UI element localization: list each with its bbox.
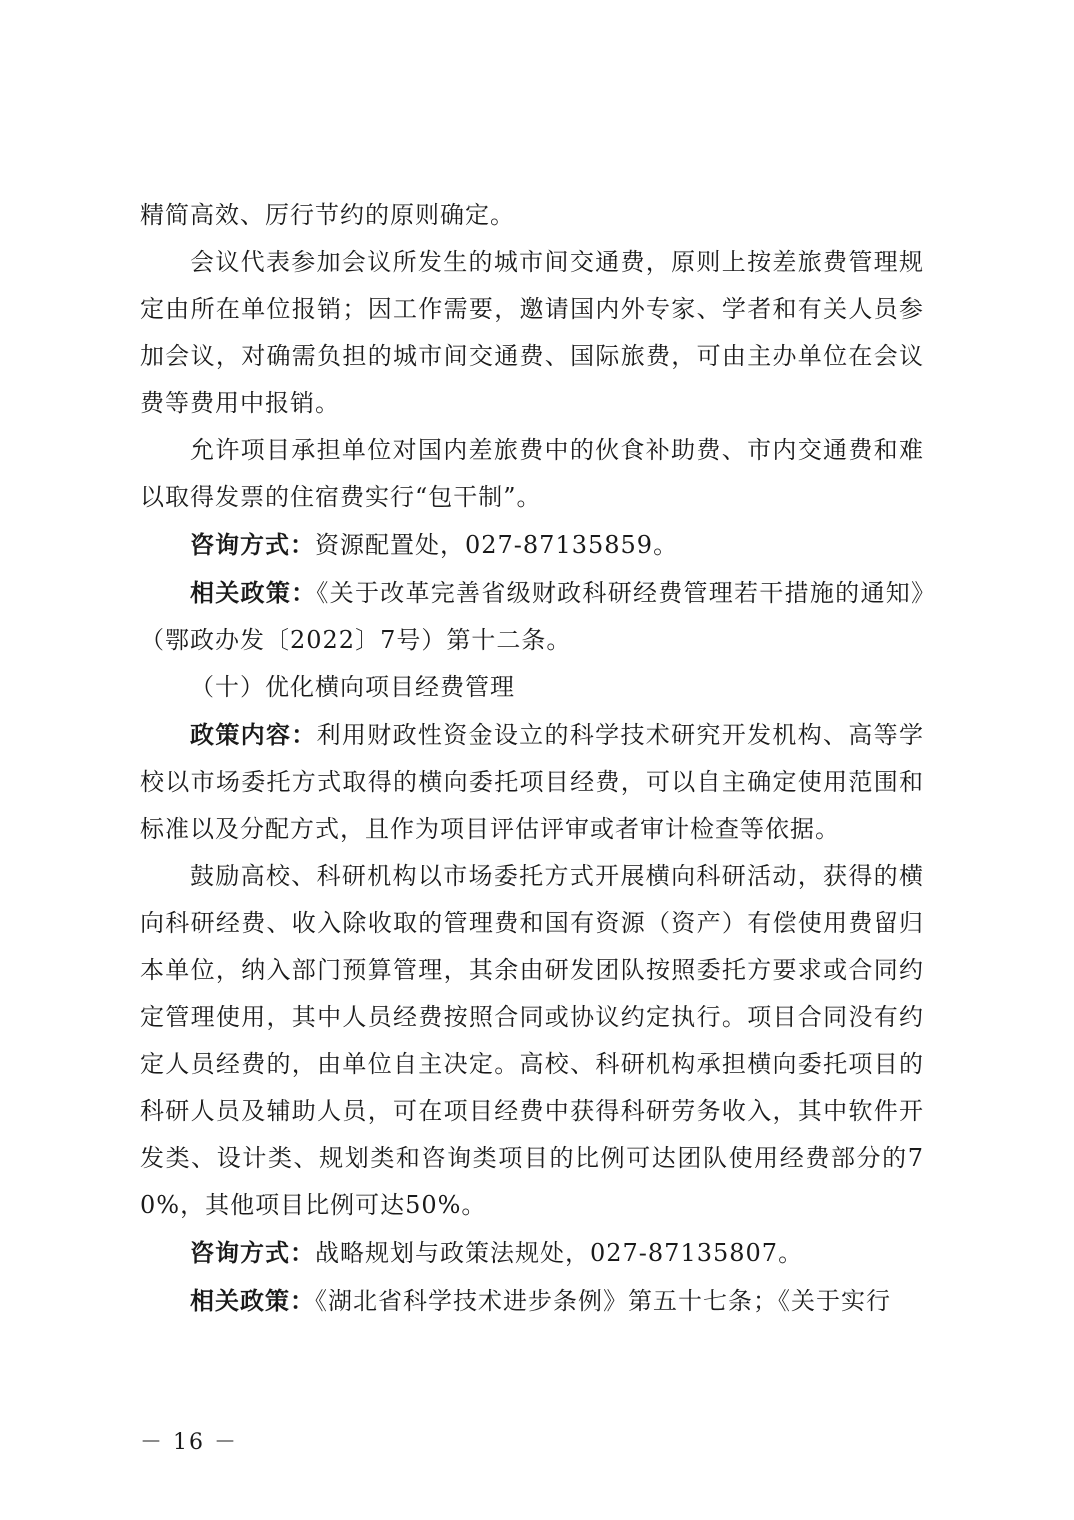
paragraph-horizontal-research: [140, 853, 924, 1229]
contact-label: 咨询方式：: [190, 1238, 315, 1267]
paragraph-text: 精简高效、厉行节约的原则确定。: [140, 201, 515, 229]
paragraph-contact-2: [140, 1229, 924, 1277]
section-heading: [140, 664, 924, 711]
paragraph-contact-1: [140, 521, 924, 569]
document-body: [140, 192, 924, 1325]
paragraph-meeting-travel-costs: [140, 239, 924, 427]
paragraph-text: 鼓励高校、科研机构以市场委托方式开展横向科研活动，获得的横向科研经费、收入除收取的管理费和国有资源（资产）有偿使用费留归本单位，纳入部门预算管理，其余由研发团队按照委托方要求或合同约定管理使用，其中人员经费按照合同或协议约定执行。项目合同没有约定人员经费的，由单位自主决定。高校、科研机构承担横向委托项目的科研人员及辅助人员，可在项目经费中获得科研劳务收入，其中软件开发类、设计类、规划类和咨询类项目的比例可达团队使用经费部分的70%，其他项目比例可达50%。: [140, 862, 924, 1219]
paragraph-related-policy-1: [140, 569, 924, 664]
paragraph-text: 允许项目承担单位对国内差旅费中的伙食补助费、市内交通费和难以取得发票的住宿费实行“包干制”。: [140, 436, 924, 511]
paragraph-related-policy-2: [140, 1277, 924, 1325]
related-policy-text: 《湖北省科学技术进步条例》第五十七条；《关于实行: [315, 1287, 891, 1315]
policy-content-text: 利用财政性资金设立的科学技术研究开发机构、高等学校以市场委托方式取得的横向委托项目经费，可以自主确定使用范围和标准以及分配方式，且作为项目评估评审或者审计检查等依据。: [140, 721, 925, 843]
paragraph-continuation: [140, 192, 924, 239]
contact-text: 资源配置处，027-87135859。: [315, 531, 679, 559]
paragraph-lump-sum: [140, 427, 924, 521]
paragraph-policy-content: [140, 711, 924, 853]
policy-content-label: 政策内容：: [190, 720, 317, 749]
related-policy-text: 《关于改革完善省级财政科研经费管理若干措施的通知》（鄂政办发〔2022〕7号）第十二条。: [140, 579, 925, 654]
contact-text: 战略规划与政策法规处，027-87135807。: [315, 1239, 804, 1267]
related-policy-label: 相关政策：: [190, 1286, 315, 1315]
section-heading-text: （十）优化横向项目经费管理: [190, 673, 515, 701]
paragraph-text: 会议代表参加会议所发生的城市间交通费，原则上按差旅费管理规定由所在单位报销；因工作需要，邀请国内外专家、学者和有关人员参加会议，对确需负担的城市间交通费、国际旅费，可由主办单位在会议费等费用中报销。: [140, 248, 924, 417]
contact-label: 咨询方式：: [190, 530, 315, 559]
page-number: － 16 －: [140, 1430, 238, 1455]
related-policy-label: 相关政策：: [190, 578, 317, 607]
